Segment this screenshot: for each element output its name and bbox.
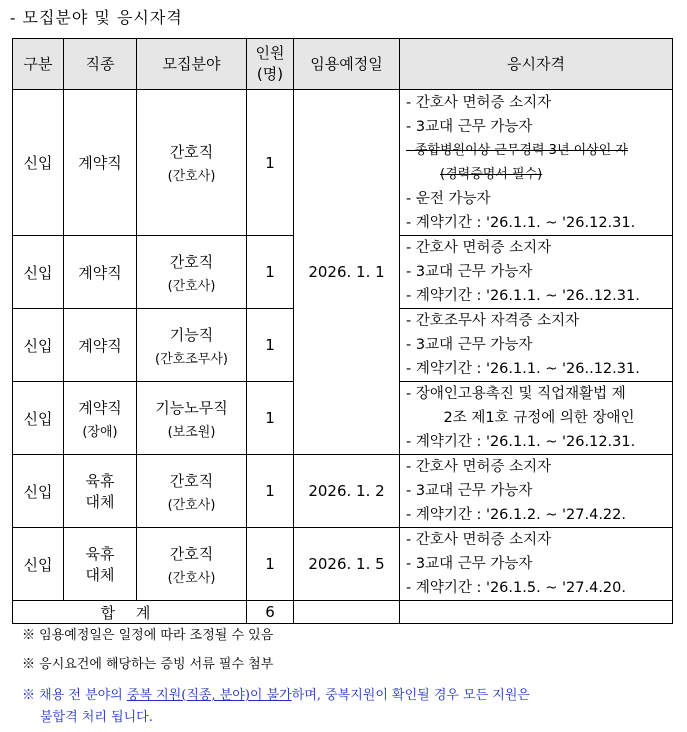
cell-qual	[400, 528, 673, 601]
cell-field	[137, 455, 247, 528]
header-type: 구분	[13, 39, 64, 90]
cell-count: 1	[247, 236, 294, 309]
cell-count: 1	[247, 455, 294, 528]
cell-field	[137, 309, 247, 382]
qual-line: - 3교대 근무 가능자	[406, 264, 533, 280]
cell-job	[64, 382, 137, 455]
field-sub: (간호사)	[167, 570, 216, 586]
cell-field	[137, 90, 247, 236]
cell-count: 1	[247, 309, 294, 382]
field-sub: (간호사)	[167, 497, 216, 513]
job-name: 육휴	[85, 545, 115, 563]
qual-line: - 종합병원이상 근무경력 3년 이상인 자	[406, 142, 628, 158]
note-line: ※ 응시요건에 해당하는 증빙 서류 필수 첨부	[22, 657, 274, 672]
qual-line: - 계약기간 : '26.1.1. ~ '26..12.31.	[406, 288, 640, 304]
cell-field	[137, 382, 247, 455]
cell-date: 2026. 1. 5	[294, 528, 400, 601]
header-job: 직종	[64, 39, 137, 90]
cell-type: 신입	[13, 382, 64, 455]
note-warning	[22, 685, 530, 729]
cell-type: 신입	[13, 90, 64, 236]
total-label: 합 계	[13, 601, 247, 624]
cell-qual	[400, 382, 673, 455]
cell-job: 계약직	[64, 309, 137, 382]
qual-line: - 3교대 근무 가능자	[406, 556, 533, 572]
cell-type: 신입	[13, 309, 64, 382]
qual-line: 2조 제1호 규정에 의한 장애인	[443, 410, 635, 426]
qual-line: - 간호사 면허증 소지자	[406, 459, 552, 475]
recruitment-table	[12, 38, 673, 624]
job-name: 계약직	[78, 398, 122, 417]
cell-count: 1	[247, 528, 294, 601]
total-count: 6	[247, 601, 294, 624]
field-sub: (간호조무사)	[155, 351, 228, 367]
field-name: 기능노무직	[155, 398, 228, 417]
job-sub: 대체	[85, 493, 115, 511]
cell-count: 1	[247, 382, 294, 455]
qual-line: - 3교대 근무 가능자	[406, 483, 533, 499]
qual-line: - 장애인고용촉진 및 직업재활법 제	[406, 386, 626, 402]
job-sub: 대체	[85, 566, 115, 584]
cell-type: 신입	[13, 455, 64, 528]
note-warning-underlined: 중복 지원(직종, 분야)이 불가	[126, 688, 292, 703]
note-warning-rest: 하며, 중복지원이 확인될 경우 모든 지원은	[291, 688, 530, 703]
cell-job	[64, 455, 137, 528]
table-row	[13, 455, 673, 528]
qual-line: - 간호사 면허증 소지자	[406, 532, 552, 548]
cell-qual	[400, 236, 673, 309]
header-date: 임용예정일	[294, 39, 400, 90]
note-warning-prefix: ※ 채용 전 분야의	[22, 688, 127, 703]
section-heading: - 모집분야 및 응시자격	[10, 8, 183, 27]
qual-line: - 계약기간 : '26.1.2. ~ '27.4.22.	[406, 507, 626, 523]
header-field: 모집분야	[137, 39, 247, 90]
field-name: 간호직	[169, 544, 214, 563]
qual-line: - 3교대 근무 가능자	[406, 118, 533, 135]
cell-type: 신입	[13, 236, 64, 309]
header-count	[247, 39, 294, 90]
cell-type: 신입	[13, 528, 64, 601]
cell-date-shared: 2026. 1. 1	[294, 90, 400, 455]
qual-line: - 계약기간 : '26.1.1. ~ '26..12.31.	[406, 361, 640, 377]
qual-line: - 간호사 면허증 소지자	[406, 240, 552, 256]
cell-job: 계약직	[64, 236, 137, 309]
cell-qual	[400, 309, 673, 382]
field-sub: (간호사)	[167, 278, 216, 294]
field-name: 기능직	[169, 325, 214, 344]
header-count-line1: 인원	[255, 44, 285, 62]
total-empty-qual	[400, 601, 673, 624]
cell-job: 계약직	[64, 90, 137, 236]
qual-line: - 간호조무사 자격증 소지자	[406, 313, 580, 329]
note-warning-line2: 불합격 처리 됩니다.	[40, 710, 153, 725]
table-row	[13, 90, 673, 236]
header-qual: 응시자격	[400, 39, 673, 90]
field-name: 간호직	[169, 252, 214, 271]
cell-count: 1	[247, 90, 294, 236]
qual-line: - 계약기간 : '26.1.1. ~ '26.12.31.	[406, 214, 636, 231]
cell-date: 2026. 1. 2	[294, 455, 400, 528]
cell-qual	[400, 90, 673, 236]
total-row	[13, 601, 673, 624]
job-name: 육휴	[85, 472, 115, 490]
qual-line: (경력증명서 필수)	[440, 166, 543, 182]
qual-line: - 운전 가능자	[406, 190, 491, 207]
notes	[22, 627, 530, 729]
cell-job	[64, 528, 137, 601]
table-row	[13, 528, 673, 601]
header-count-line2: (명)	[256, 65, 284, 83]
cell-field	[137, 236, 247, 309]
qual-line: - 계약기간 : '26.1.5. ~ '27.4.20.	[406, 580, 626, 596]
job-sub: (장애)	[82, 424, 118, 440]
cell-qual	[400, 455, 673, 528]
field-sub: (간호사)	[167, 169, 216, 184]
qual-line: - 계약기간 : '26.1.1. ~ '26.12.31.	[406, 434, 636, 450]
total-empty-date	[294, 601, 400, 624]
qual-line: - 3교대 근무 가능자	[406, 337, 533, 353]
field-name: 간호직	[169, 143, 214, 161]
table-header-row	[13, 39, 673, 90]
cell-field	[137, 528, 247, 601]
note-line: ※ 임용예정일은 일정에 따라 조정될 수 있음	[22, 628, 274, 643]
field-sub: (보조원)	[167, 424, 216, 440]
field-name: 간호직	[169, 471, 214, 490]
qual-line: - 간호사 면허증 소지자	[406, 94, 552, 111]
